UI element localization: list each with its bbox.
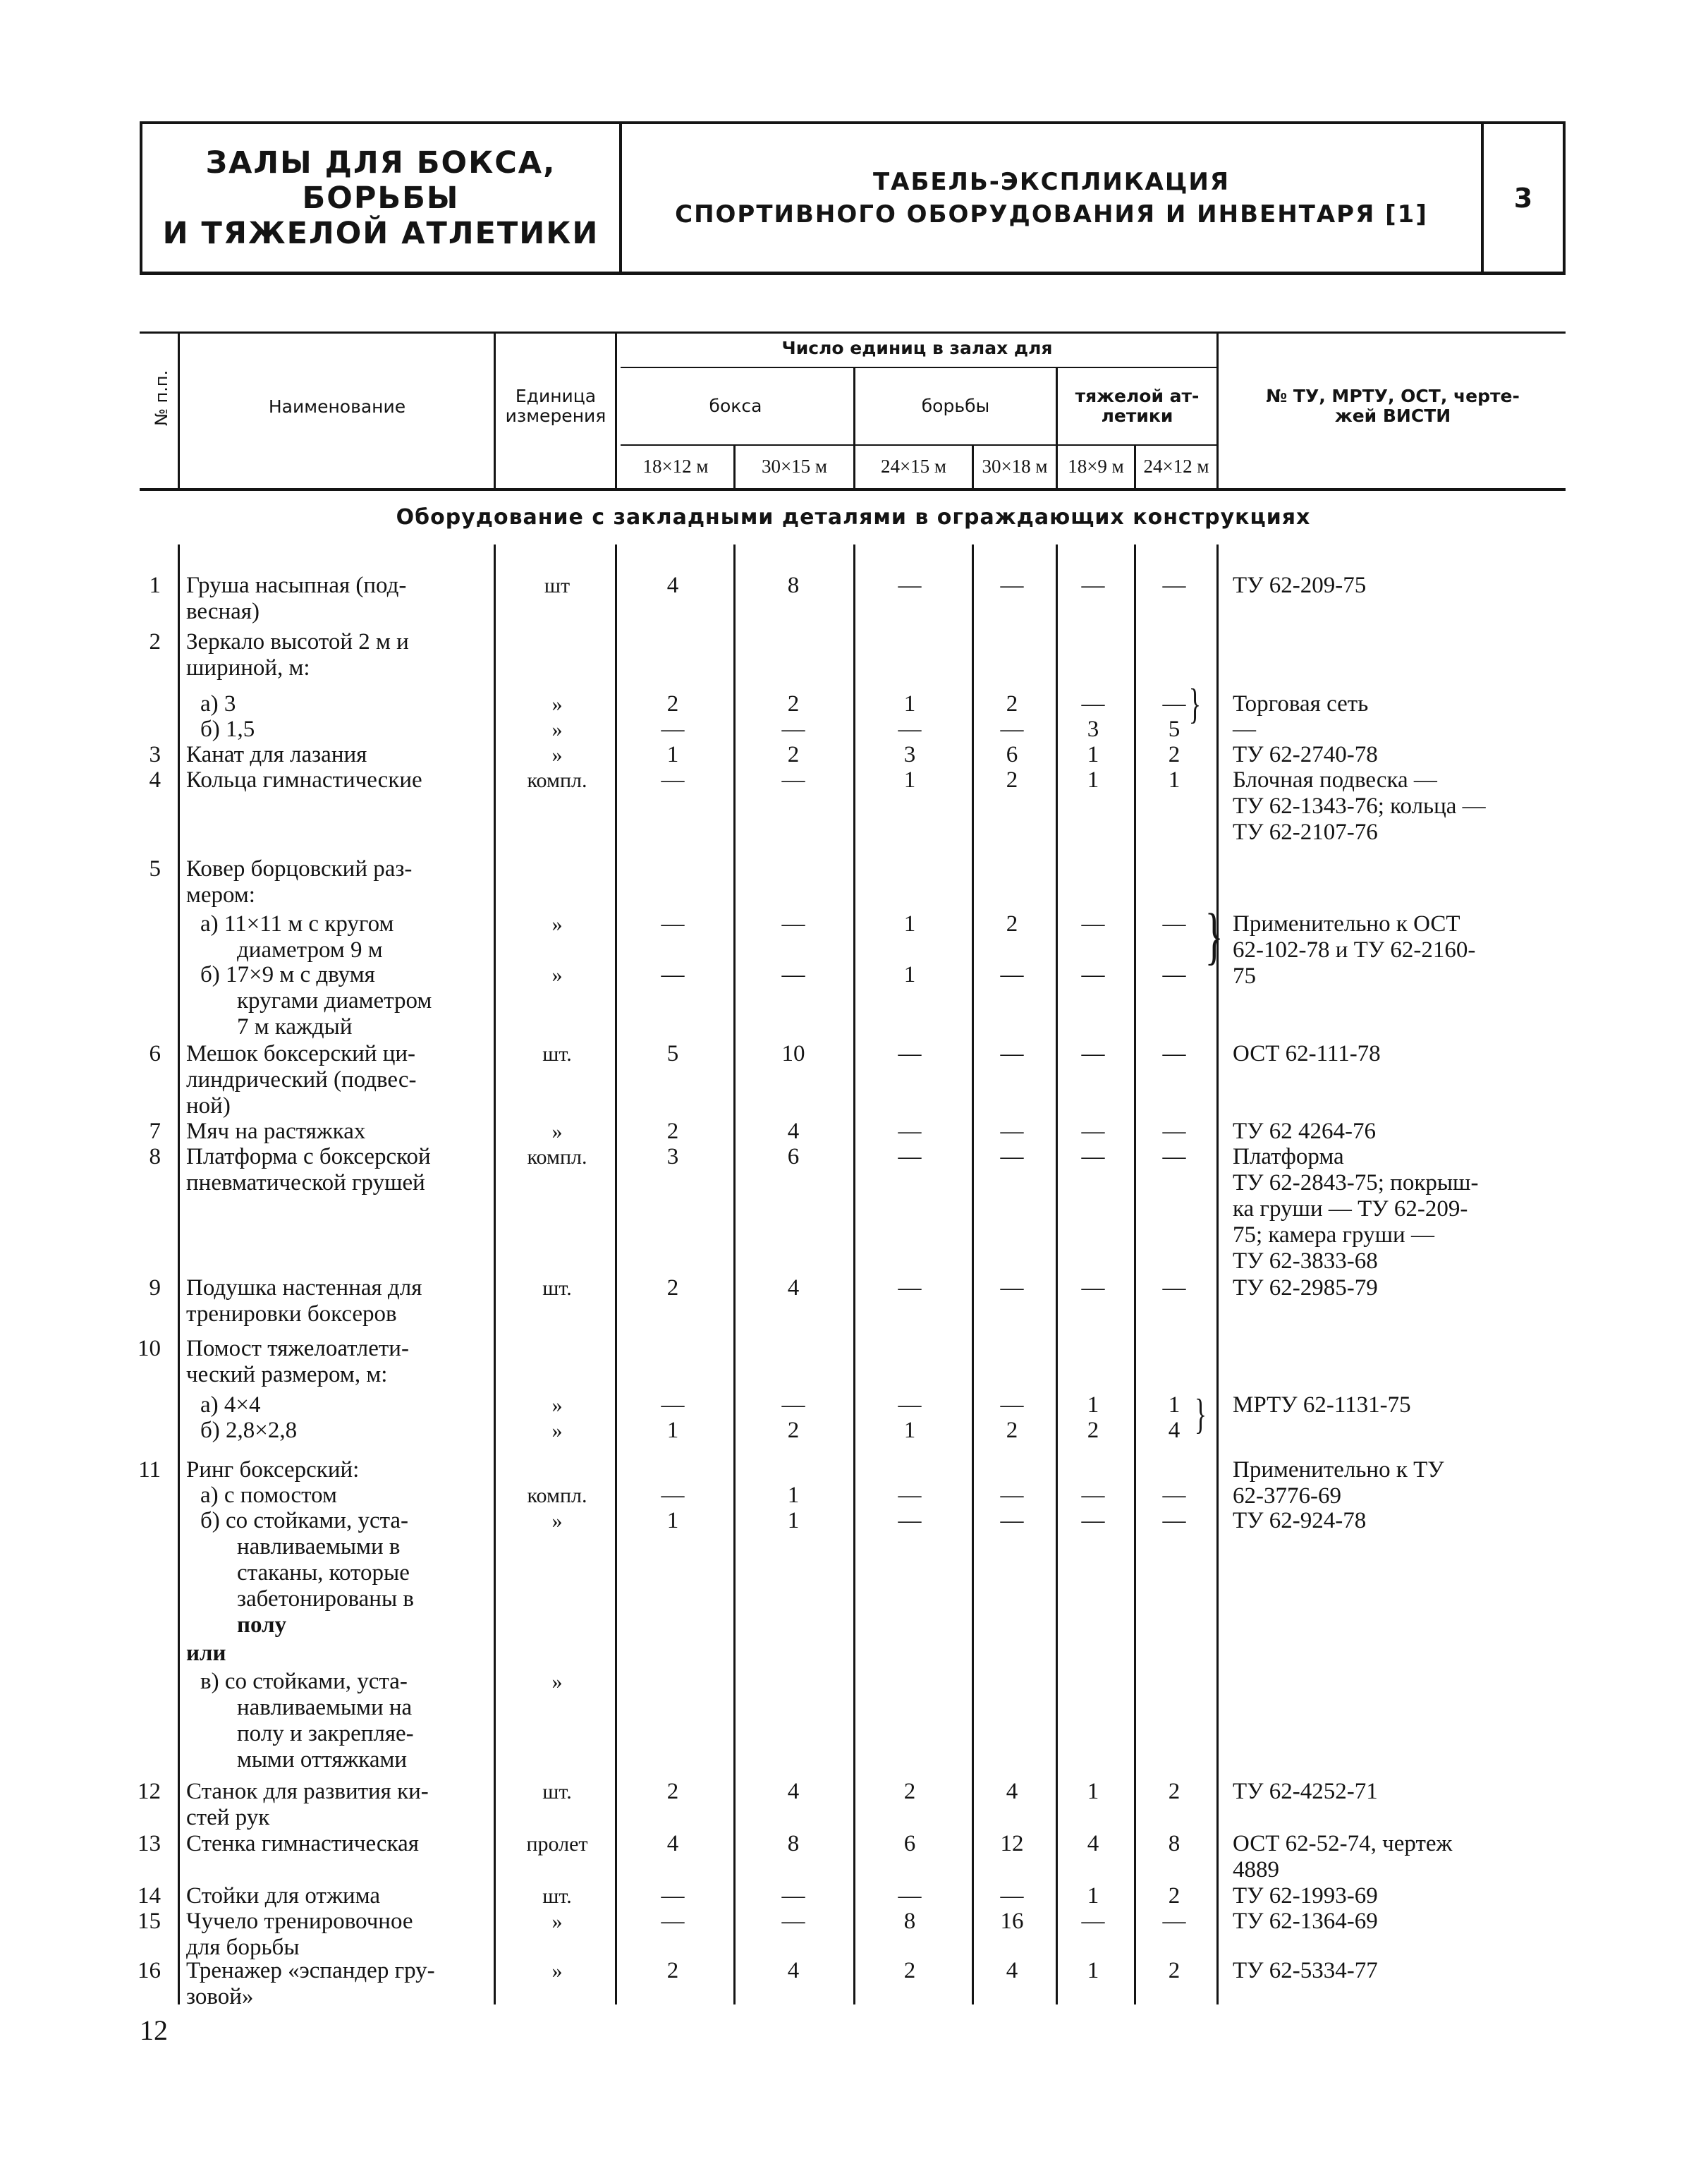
count-cell: — <box>898 1144 922 1169</box>
count-cell: 3 <box>666 1144 679 1169</box>
count-cell: — <box>1162 573 1186 598</box>
count-cell: 1 <box>1087 1392 1099 1418</box>
count-cell: 1 <box>787 1483 800 1508</box>
reference-line: ТУ 62-2107-76 <box>1233 820 1378 845</box>
reference-line: ТУ 62-924-78 <box>1233 1508 1367 1533</box>
item-name-line: навливаемыми в <box>237 1534 401 1559</box>
row-number: 9 <box>149 1275 161 1301</box>
count-cell: 2 <box>666 1275 679 1301</box>
count-cell: 2 <box>1006 1418 1018 1443</box>
count-cell: — <box>1162 1483 1186 1508</box>
reference-line: — <box>1233 717 1256 742</box>
count-cell: 2 <box>666 1779 679 1804</box>
item-name-line: полу <box>237 1612 287 1638</box>
item-name-line: Помост тяжелоатлети- <box>186 1336 409 1361</box>
item-name-line: 7 м каждый <box>237 1014 353 1040</box>
count-cell: — <box>781 1392 805 1418</box>
unit-cell: » <box>551 1959 563 1983</box>
item-name-line: Ринг боксерский: <box>186 1457 360 1483</box>
col-ref-line: жей ВИСТИ <box>1334 406 1451 426</box>
count-cell: — <box>781 962 805 987</box>
reference-line: 75 <box>1233 963 1256 989</box>
reference-line: ТУ 62-1343-76; кольца — <box>1233 793 1486 819</box>
count-cell: 3 <box>903 742 916 767</box>
row-number: 1 <box>149 573 161 598</box>
count-cell: — <box>661 1392 685 1418</box>
unit-cell: » <box>551 718 563 741</box>
count-cell: 4 <box>1087 1831 1099 1856</box>
reference-line: 62-102-78 и ТУ 62-2160- <box>1233 937 1476 963</box>
item-name-line: б) со стойками, уста- <box>200 1508 409 1533</box>
count-cell: 1 <box>666 1418 679 1443</box>
size-24x12: 24×12 м <box>1143 456 1209 477</box>
count-cell: 8 <box>787 573 800 598</box>
count-cell: 2 <box>666 691 679 717</box>
item-name-line: ной) <box>186 1093 231 1119</box>
unit-cell: компл. <box>527 769 587 792</box>
count-cell: 1 <box>903 767 916 793</box>
count-cell: — <box>1162 1119 1186 1144</box>
reference-line: Блочная подвеска — <box>1233 767 1437 793</box>
col-ref-line: № ТУ, МРТУ, ОСТ, черте- <box>1266 386 1520 406</box>
count-cell: — <box>781 1909 805 1934</box>
reference-line: ка груши — ТУ 62-209- <box>1233 1196 1468 1222</box>
count-cell: 2 <box>1168 1883 1181 1909</box>
count-cell: — <box>1162 962 1186 987</box>
count-cell: — <box>1000 1041 1024 1066</box>
brace: } <box>1194 1391 1207 1437</box>
weightlifting-line: летики <box>1101 406 1173 426</box>
size-30x18: 30×18 м <box>982 456 1048 477</box>
item-name-line: весная) <box>186 599 260 624</box>
item-name-line: Груша насыпная (под- <box>186 573 407 598</box>
item-name-line: диаметром 9 м <box>237 937 383 963</box>
count-cell: — <box>1081 962 1105 987</box>
unit-cell: » <box>551 913 563 936</box>
count-cell: 1 <box>903 1418 916 1443</box>
count-cell: — <box>1000 1392 1024 1418</box>
item-name-line: стаканы, которые <box>237 1560 410 1586</box>
count-cell: — <box>1162 911 1186 937</box>
count-cell: — <box>661 1483 685 1508</box>
count-cell: 1 <box>666 1508 679 1533</box>
row-number: 12 <box>138 1779 161 1804</box>
item-name-line: Чучело тренировочное <box>186 1909 413 1934</box>
item-name-line: ческий размером, м: <box>186 1362 388 1387</box>
count-cell: 2 <box>903 1958 916 1983</box>
unit-cell: шт <box>544 574 571 597</box>
count-cell: 1 <box>1087 1958 1099 1983</box>
count-cell: — <box>898 717 922 742</box>
reference-line: Платформа <box>1233 1144 1344 1169</box>
count-cell: — <box>898 1508 922 1533</box>
reference-line: ТУ 62-4252-71 <box>1233 1779 1378 1804</box>
count-cell: — <box>661 1909 685 1934</box>
count-cell: — <box>1081 1909 1105 1934</box>
count-cell: 2 <box>1087 1418 1099 1443</box>
unit-cell: » <box>551 1910 563 1933</box>
row-number: 6 <box>149 1041 161 1066</box>
item-name-line: кругами диаметром <box>237 988 432 1014</box>
item-name-line: а) 4×4 <box>200 1392 261 1418</box>
count-cell: — <box>898 1275 922 1301</box>
units-group-header: Число единиц в залах для <box>781 338 1053 358</box>
item-name-line: Кольца гимнастические <box>186 767 422 793</box>
count-cell: 2 <box>1006 911 1018 937</box>
count-cell: — <box>898 1392 922 1418</box>
unit-cell: » <box>551 1394 563 1417</box>
sheet-number: 3 <box>1513 182 1533 214</box>
count-cell: 1 <box>1087 767 1099 793</box>
item-name-line: навливаемыми на <box>237 1695 413 1720</box>
count-cell: — <box>1081 911 1105 937</box>
count-cell: 2 <box>1168 1958 1181 1983</box>
count-cell: 2 <box>1006 691 1018 717</box>
count-cell: 1 <box>1168 767 1181 793</box>
title-line: И ТЯЖЕЛОЙ АТЛЕТИКИ <box>162 215 599 251</box>
item-name-line: для борьбы <box>186 1935 300 1960</box>
item-name-line: в) со стойками, уста- <box>200 1669 408 1694</box>
reference-line: ТУ 62-209-75 <box>1233 573 1367 598</box>
count-cell: — <box>1081 1483 1105 1508</box>
count-cell: 4 <box>787 1958 800 1983</box>
reference-line: ТУ 62-1993-69 <box>1233 1883 1378 1909</box>
size-24x15: 24×15 м <box>880 456 947 477</box>
count-cell: — <box>1000 573 1024 598</box>
row-number: 14 <box>138 1883 161 1909</box>
item-name-line: Стойки для отжима <box>186 1883 381 1909</box>
count-cell: — <box>661 962 685 987</box>
row-number: 8 <box>149 1144 161 1169</box>
subtitle-line: ТАБЕЛЬ-ЭКСПЛИКАЦИЯ <box>872 167 1231 196</box>
reference-line: ОСТ 62-111-78 <box>1233 1041 1381 1066</box>
item-name-line: Станок для развития ки- <box>186 1779 429 1804</box>
row-number: 2 <box>149 629 161 655</box>
count-cell: 4 <box>1006 1958 1018 1983</box>
count-cell: — <box>661 717 685 742</box>
reference-line: 75; камера груши — <box>1233 1222 1434 1248</box>
row-number: 13 <box>138 1831 161 1856</box>
section-title: Оборудование с закладными деталями в ограждающих конструкциях <box>396 505 1311 530</box>
count-cell: 4 <box>1006 1779 1018 1804</box>
count-cell: — <box>1000 717 1024 742</box>
count-cell: — <box>1000 1119 1024 1144</box>
item-name-line: Мяч на растяжках <box>186 1119 366 1144</box>
count-cell: 5 <box>1168 717 1181 742</box>
reference-line: Применительно к ОСТ <box>1233 911 1460 937</box>
reference-line: Торговая сеть <box>1233 691 1369 717</box>
count-cell: — <box>781 1883 805 1909</box>
count-cell: 4 <box>787 1275 800 1301</box>
item-name-line: Мешок боксерский ци- <box>186 1041 416 1066</box>
count-cell: 1 <box>903 962 916 987</box>
count-cell: 2 <box>787 1418 800 1443</box>
count-cell: — <box>1081 691 1105 717</box>
count-cell: — <box>898 1883 922 1909</box>
count-cell: — <box>661 911 685 937</box>
unit-cell: » <box>551 1120 563 1143</box>
count-cell: — <box>898 1041 922 1066</box>
count-cell: 2 <box>1168 742 1181 767</box>
count-cell: 16 <box>1000 1909 1024 1934</box>
row-number: 5 <box>149 856 161 882</box>
count-cell: 8 <box>1168 1831 1181 1856</box>
count-cell: 6 <box>1006 742 1018 767</box>
unit-cell: шт. <box>542 1042 572 1066</box>
item-name-line: линдрический (подвес- <box>186 1067 417 1093</box>
item-name-line: а) с помостом <box>200 1483 337 1508</box>
title-line: БОРЬБЫ <box>302 180 460 216</box>
item-name-line: б) 17×9 м с двумя <box>200 962 375 987</box>
item-name-line: стей рук <box>186 1805 270 1830</box>
brace: } <box>1188 681 1202 727</box>
count-cell: 8 <box>787 1831 800 1856</box>
count-cell: 12 <box>1000 1831 1024 1856</box>
item-name-line: забетонированы в <box>237 1586 414 1612</box>
box-header: бокса <box>709 396 762 416</box>
unit-cell: шт. <box>542 1885 572 1908</box>
count-cell: — <box>1162 1041 1186 1066</box>
count-cell: — <box>781 717 805 742</box>
count-cell: 1 <box>1087 742 1099 767</box>
item-name-line: а) 11×11 м с кругом <box>200 911 394 937</box>
item-name-line: мыми оттяжками <box>237 1747 408 1772</box>
item-name-line: а) 3 <box>200 691 236 717</box>
subtitle-line: СПОРТИВНОГО ОБОРУДОВАНИЯ И ИНВЕНТАРЯ [1] <box>675 200 1428 229</box>
count-cell: — <box>1000 1275 1024 1301</box>
count-cell: 1 <box>1168 1392 1181 1418</box>
item-name-line: Зеркало высотой 2 м и <box>186 629 409 655</box>
count-cell: 1 <box>903 691 916 717</box>
reference-line: ТУ 62-2740-78 <box>1233 742 1378 767</box>
count-cell: 1 <box>903 911 916 937</box>
item-name-line: зовой» <box>186 1984 254 2009</box>
item-name-line: б) 1,5 <box>200 717 255 742</box>
unit-cell: » <box>551 963 563 987</box>
col-unit-line: Единица <box>515 386 597 406</box>
count-cell: — <box>661 767 685 793</box>
reference-line: ТУ 62-5334-77 <box>1233 1958 1378 1983</box>
count-cell: — <box>1081 573 1105 598</box>
item-name-line: Канат для лазания <box>186 742 367 767</box>
count-cell: — <box>898 1119 922 1144</box>
row-number: 4 <box>149 767 161 793</box>
count-cell: — <box>1000 1883 1024 1909</box>
count-cell: 4 <box>1168 1418 1181 1443</box>
count-cell: — <box>1162 1144 1186 1169</box>
col-num-header: № п.п. <box>152 370 171 426</box>
count-cell: 4 <box>787 1119 800 1144</box>
item-name-line: тренировки боксеров <box>186 1301 397 1327</box>
count-cell: 2 <box>903 1779 916 1804</box>
count-cell: 2 <box>787 742 800 767</box>
item-name-line: пневматической грушей <box>186 1170 425 1195</box>
item-name-line: Платформа с боксерской <box>186 1144 431 1169</box>
count-cell: — <box>1162 691 1186 717</box>
count-cell: 2 <box>666 1958 679 1983</box>
unit-cell: » <box>551 743 563 767</box>
row-number: 10 <box>138 1336 161 1361</box>
item-name-line: Стенка гимнастическая <box>186 1831 419 1856</box>
count-cell: — <box>1081 1508 1105 1533</box>
count-cell: — <box>1000 962 1024 987</box>
count-cell: 5 <box>666 1041 679 1066</box>
wrestling-header: борьбы <box>921 396 990 416</box>
title-line: ЗАЛЫ ДЛЯ БОКСА, <box>205 145 556 181</box>
reference-line: ТУ 62-2843-75; покрыш- <box>1233 1170 1479 1195</box>
count-cell: — <box>1081 1275 1105 1301</box>
item-name-line: Ковер борцовский раз- <box>186 856 413 882</box>
row-number: 3 <box>149 742 161 767</box>
unit-cell: » <box>551 1670 563 1693</box>
count-cell: 4 <box>666 1831 679 1856</box>
count-cell: 1 <box>666 742 679 767</box>
count-cell: — <box>1000 1144 1024 1169</box>
count-cell: — <box>1162 1508 1186 1533</box>
count-cell: 6 <box>787 1144 800 1169</box>
count-cell: 1 <box>1087 1883 1099 1909</box>
reference-line: ТУ 62-2985-79 <box>1233 1275 1378 1301</box>
count-cell: 2 <box>1006 767 1018 793</box>
item-name-line: или <box>186 1641 226 1666</box>
unit-cell: шт. <box>542 1277 572 1300</box>
size-18x9: 18×9 м <box>1068 456 1124 477</box>
count-cell: — <box>781 911 805 937</box>
brace: } <box>1204 901 1224 971</box>
row-number: 11 <box>138 1457 161 1483</box>
count-cell: — <box>1081 1119 1105 1144</box>
reference-line: ТУ 62 4264-76 <box>1233 1119 1377 1144</box>
reference-line: ТУ 62-1364-69 <box>1233 1909 1378 1934</box>
count-cell: — <box>1162 1275 1186 1301</box>
reference-line: ОСТ 62-52-74, чертеж <box>1233 1831 1453 1856</box>
count-cell: — <box>781 767 805 793</box>
count-cell: 4 <box>666 573 679 598</box>
count-cell: 6 <box>903 1831 916 1856</box>
unit-cell: компл. <box>527 1484 587 1507</box>
page-number: 12 <box>140 2014 168 2046</box>
count-cell: — <box>898 1483 922 1508</box>
item-name-line: Подушка настенная для <box>186 1275 422 1301</box>
count-cell: — <box>661 1883 685 1909</box>
item-name-line: шириной, м: <box>186 655 310 681</box>
count-cell: 2 <box>1168 1779 1181 1804</box>
col-name-header: Наименование <box>268 396 406 417</box>
reference-line: МРТУ 62-1131-75 <box>1233 1392 1411 1418</box>
count-cell: — <box>1000 1508 1024 1533</box>
reference-line: Применительно к ТУ <box>1233 1457 1444 1483</box>
count-cell: 3 <box>1087 717 1099 742</box>
count-cell: — <box>898 573 922 598</box>
unit-cell: пролет <box>526 1832 588 1856</box>
count-cell: 8 <box>903 1909 916 1934</box>
unit-cell: компл. <box>527 1145 587 1169</box>
count-cell: 1 <box>787 1508 800 1533</box>
unit-cell: » <box>551 1419 563 1442</box>
size-30x15: 30×15 м <box>761 456 828 477</box>
count-cell: — <box>1081 1041 1105 1066</box>
count-cell: 4 <box>787 1779 800 1804</box>
col-unit-line: измерения <box>505 406 606 426</box>
reference-line: 62-3776-69 <box>1233 1483 1341 1509</box>
row-number: 15 <box>138 1909 161 1934</box>
weightlifting-line: тяжелой ат- <box>1075 386 1200 406</box>
unit-cell: шт. <box>542 1780 572 1803</box>
count-cell: 2 <box>666 1119 679 1144</box>
row-number: 7 <box>149 1119 161 1144</box>
reference-line: ТУ 62-3833-68 <box>1233 1248 1378 1274</box>
item-name-line: б) 2,8×2,8 <box>200 1418 298 1443</box>
size-18x12: 18×12 м <box>642 456 709 477</box>
count-cell: 2 <box>787 691 800 717</box>
unit-cell: » <box>551 693 563 716</box>
item-name-line: Тренажер «эспандер гру- <box>186 1958 435 1983</box>
count-cell: — <box>1000 1483 1024 1508</box>
item-name-line: мером: <box>186 882 255 908</box>
count-cell: 1 <box>1087 1779 1099 1804</box>
item-name-line: полу и закрепляе- <box>237 1721 414 1746</box>
row-number: 16 <box>138 1958 161 1983</box>
reference-line: 4889 <box>1233 1857 1279 1882</box>
count-cell: — <box>1081 1144 1105 1169</box>
count-cell: — <box>1162 1909 1186 1934</box>
unit-cell: » <box>551 1509 563 1533</box>
count-cell: 10 <box>781 1041 805 1066</box>
